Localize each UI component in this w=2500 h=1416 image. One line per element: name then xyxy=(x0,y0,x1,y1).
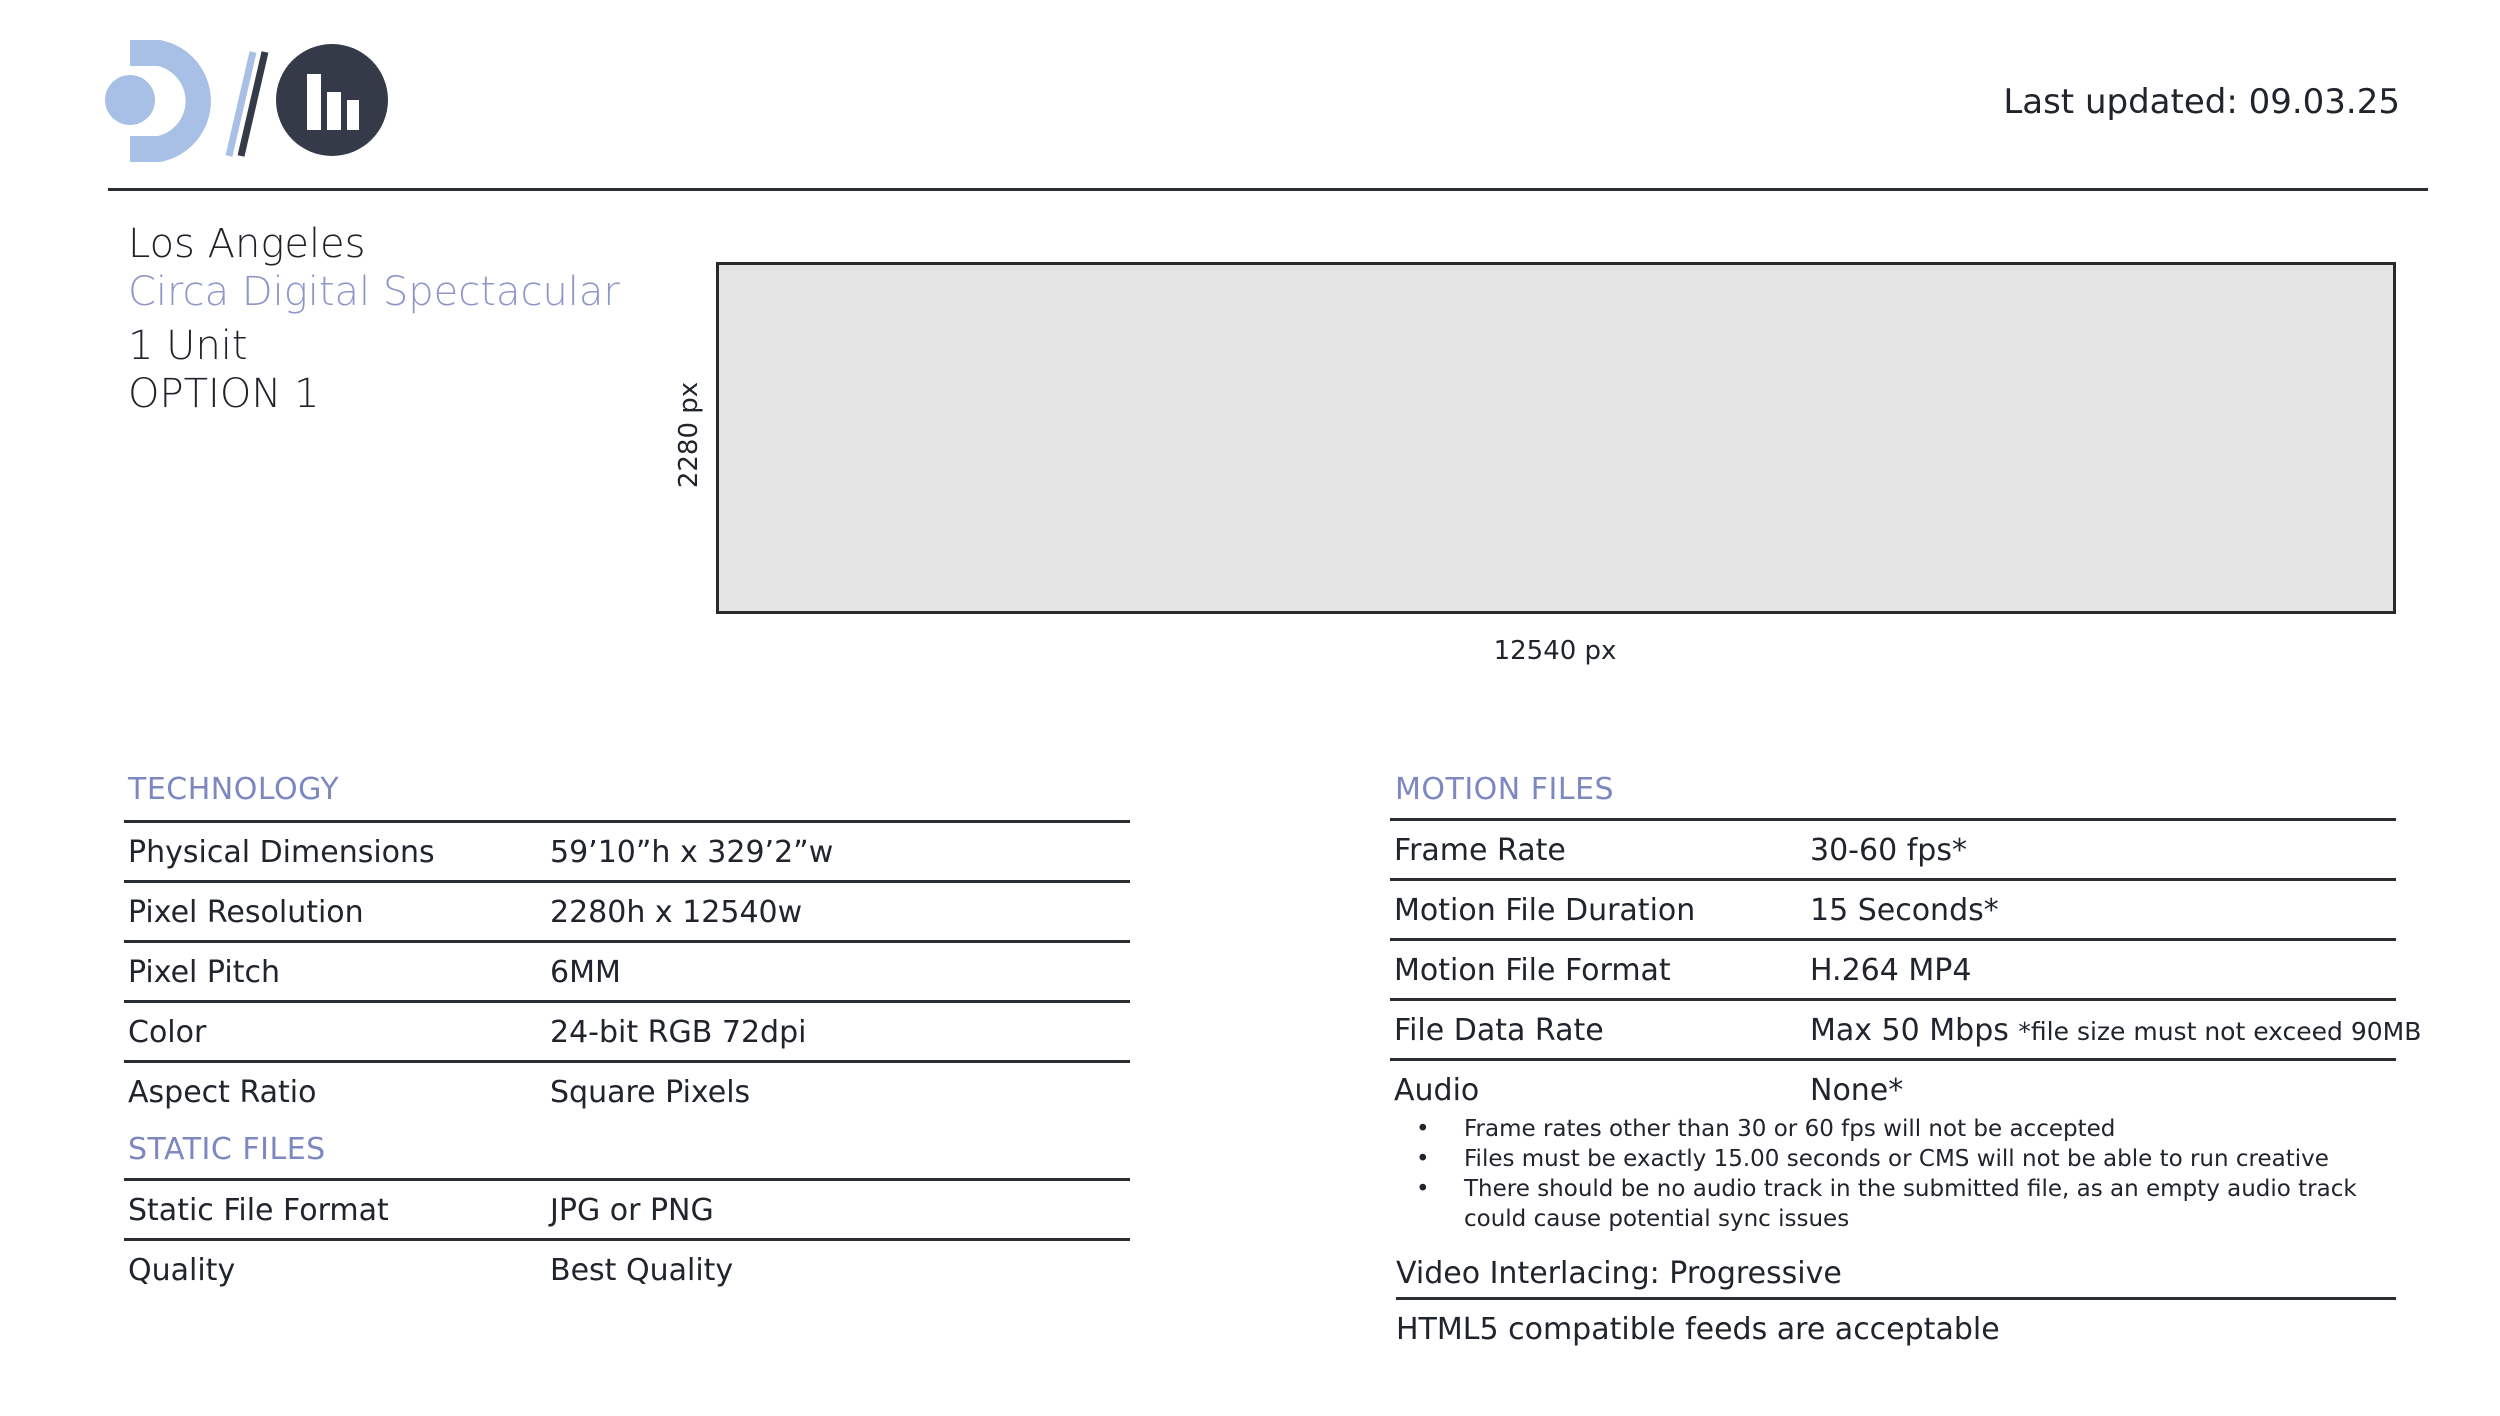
row-label: Motion File Duration xyxy=(1394,893,1696,928)
row-value: 6MM xyxy=(550,955,621,990)
b-logo-mark xyxy=(276,44,388,156)
table-row xyxy=(1390,821,2396,881)
static-files-heading: STATIC FILES xyxy=(128,1132,326,1167)
row-value xyxy=(1810,1013,2421,1048)
list-item xyxy=(1396,1114,2406,1144)
row-label: File Data Rate xyxy=(1394,1013,1604,1048)
bullet-icon: • xyxy=(1416,1176,1430,1202)
header-divider xyxy=(108,188,2428,191)
table-row xyxy=(1390,1001,2422,1061)
row-label: Physical Dimensions xyxy=(128,835,435,870)
table-row xyxy=(124,943,1130,1003)
row-value: 2280h x 12540w xyxy=(550,895,803,930)
video-interlacing: Video Interlacing: Progressive xyxy=(1396,1256,2396,1300)
unit-count: 1 Unit xyxy=(128,323,248,369)
city-title: Los Angeles xyxy=(128,221,366,267)
row-label: Quality xyxy=(128,1253,236,1288)
row-label: Aspect Ratio xyxy=(128,1075,317,1110)
table-row xyxy=(124,1063,1130,1123)
motion-files-table xyxy=(1390,818,2422,1121)
company-logo xyxy=(105,38,395,162)
row-value: Square Pixels xyxy=(550,1075,751,1110)
file-size-note: *file size must not exceed 90MB xyxy=(2018,1017,2422,1046)
last-updated: Last updated: 09.03.25 xyxy=(2003,82,2400,122)
option-label: OPTION 1 xyxy=(128,371,320,417)
row-label: Motion File Format xyxy=(1394,953,1671,988)
technology-heading: TECHNOLOGY xyxy=(128,772,340,807)
row-value: Best Quality xyxy=(550,1253,734,1288)
table-row xyxy=(1390,1061,2396,1121)
product-name: Circa Digital Spectacular xyxy=(128,269,620,315)
height-dimension-label: 2280 px xyxy=(674,381,704,489)
row-value: JPG or PNG xyxy=(550,1193,714,1228)
static-files-table xyxy=(124,1178,1130,1301)
d-logo-mark xyxy=(105,40,211,162)
row-label: Static File Format xyxy=(128,1193,389,1228)
technology-table xyxy=(124,820,1130,1123)
row-value: 30-60 fps* xyxy=(1810,833,1967,868)
row-value: H.264 MP4 xyxy=(1810,953,1972,988)
html5-note: HTML5 compatible feeds are acceptable xyxy=(1396,1312,2000,1347)
screen-dimension-diagram xyxy=(716,262,2396,614)
width-dimension-label: 12540 px xyxy=(1493,636,1617,666)
motion-files-heading: MOTION FILES xyxy=(1395,772,1615,807)
table-row xyxy=(124,1241,1130,1301)
list-item xyxy=(1396,1174,2406,1234)
row-label: Frame Rate xyxy=(1394,833,1566,868)
bullet-icon: • xyxy=(1416,1146,1430,1172)
row-value: 59’10”h x 329’2”w xyxy=(550,835,834,870)
table-row xyxy=(1390,881,2396,941)
row-value: 15 Seconds* xyxy=(1810,893,1999,928)
motion-notes-list xyxy=(1396,1114,2406,1234)
slash-divider-icon xyxy=(229,52,265,156)
row-label: Pixel Resolution xyxy=(128,895,364,930)
row-label: Pixel Pitch xyxy=(128,955,280,990)
table-row xyxy=(1390,941,2396,1001)
row-value: None* xyxy=(1810,1073,1904,1108)
data-rate-value: Max 50 Mbps xyxy=(1810,1013,2009,1048)
note-text: There should be no audio track in the submitted file, as an empty audio track could cause potential sync issues xyxy=(1464,1176,2357,1232)
table-row xyxy=(124,1003,1130,1063)
row-value: 24-bit RGB 72dpi xyxy=(550,1015,807,1050)
row-label: Audio xyxy=(1394,1073,1480,1108)
table-row xyxy=(124,1181,1130,1241)
note-text: Frame rates other than 30 or 60 fps will not be accepted xyxy=(1464,1116,2116,1142)
table-row xyxy=(124,823,1130,883)
list-item xyxy=(1396,1144,2406,1174)
bullet-icon: • xyxy=(1416,1116,1430,1142)
note-text: Files must be exactly 15.00 seconds or CMS will not be able to run creative xyxy=(1464,1146,2329,1172)
row-label: Color xyxy=(128,1015,207,1050)
table-row xyxy=(124,883,1130,943)
